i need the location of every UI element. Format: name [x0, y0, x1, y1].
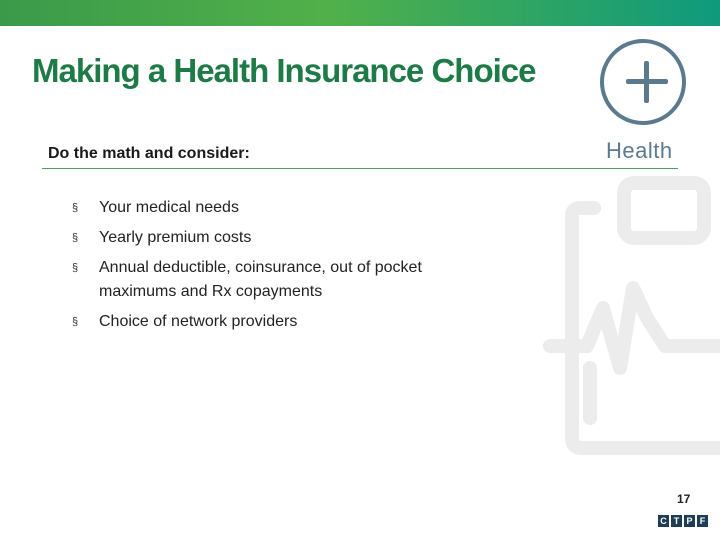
slide-title: Making a Health Insurance Choice [32, 52, 536, 89]
list-item-text: Annual deductible, coinsurance, out of pocket maximums and Rx copayments [99, 259, 422, 300]
bullet-icon: § [72, 232, 79, 244]
divider-line [42, 168, 678, 169]
page-number: 17 [677, 492, 691, 506]
list-item [72, 226, 502, 250]
medical-kit-watermark-icon [535, 168, 720, 468]
list-item [72, 310, 502, 334]
slide-subtitle: Do the math and consider: [48, 145, 250, 162]
list-item-text: Your medical needs [99, 199, 239, 216]
list-item [72, 256, 502, 304]
bullet-icon: § [72, 262, 79, 274]
list-item-text: Choice of network providers [99, 313, 298, 330]
brand-letter: C [658, 515, 669, 527]
brand-letter: F [697, 515, 708, 527]
plus-vertical-bar [644, 61, 649, 103]
brand-letter: T [671, 515, 682, 527]
brand-letter: P [684, 515, 695, 527]
logo-word: Health [606, 138, 673, 163]
list-item [72, 196, 502, 220]
list-item-text: Yearly premium costs [99, 229, 252, 246]
top-banner [0, 0, 720, 26]
bullet-icon: § [72, 316, 79, 328]
bullet-list [72, 196, 502, 340]
bullet-icon: § [72, 202, 79, 214]
ctpf-logo [658, 515, 708, 527]
